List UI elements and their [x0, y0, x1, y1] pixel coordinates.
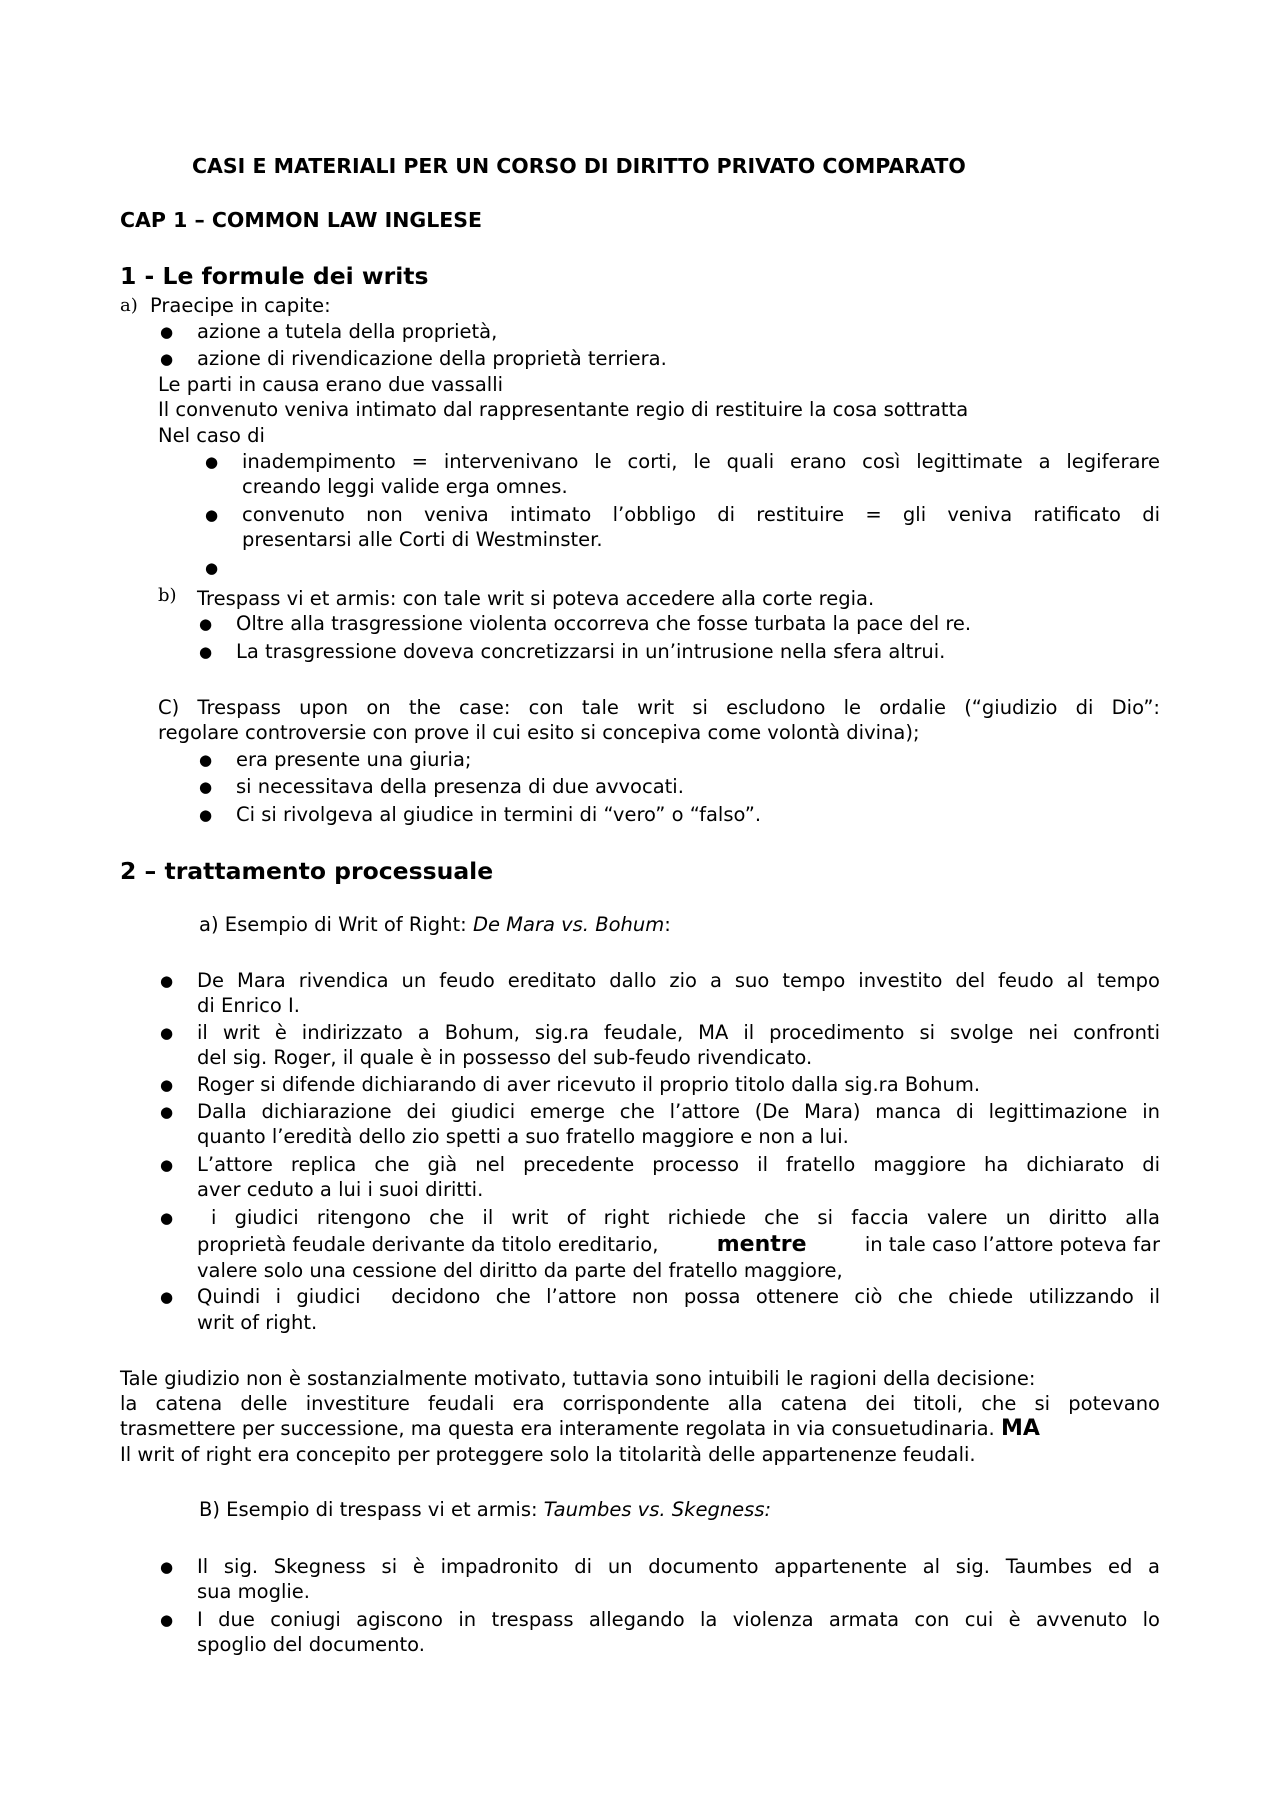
list-item: azione di rivendicazione della proprietà terriera. — [197, 347, 667, 370]
bullet-icon: ● — [199, 751, 213, 769]
bullet-icon: ● — [199, 806, 213, 824]
bullet-icon: ● — [160, 1558, 174, 1576]
paragraph-line — [120, 1417, 1040, 1441]
list-item-text: proprietà feudale derivante da titolo ereditario, — [197, 1233, 659, 1256]
bullet-icon: ● — [160, 1156, 174, 1174]
bullet-icon: ● — [205, 559, 219, 577]
paragraph-line: regolare controversie con prove il cui esito si concepiva come volontà divina); — [158, 721, 920, 744]
list-item-continuation: di Enrico I. — [197, 994, 300, 1017]
example-b-prefix: B) Esempio di trespass vi et armis: — [199, 1498, 544, 1521]
list-item: si necessitava della presenza di due avvocati. — [236, 775, 684, 798]
trespass-label: Trespass vi et armis: con tale writ si poteva accedere alla corte regia. — [197, 587, 875, 610]
bullet-icon: ● — [205, 506, 219, 524]
bullet-icon: ● — [160, 1103, 174, 1121]
example-a-prefix: a) Esempio di Writ of Right: — [199, 913, 473, 936]
paragraph-line: C) Trespass upon on the case: con tale writ si escludono le ordalie (“giudizio di Dio”: — [158, 696, 1160, 719]
list-item: I due coniugi agiscono in trespass allegando la violenza armata con cui è avvenuto lo — [197, 1608, 1160, 1631]
list-item-text: in tale caso l’attore poteva far — [864, 1233, 1160, 1256]
list-item: il writ è indirizzato a Bohum, sig.ra feudale, MA il procedimento si svolge nei confronti — [197, 1021, 1160, 1044]
bullet-icon: ● — [199, 615, 213, 633]
bullet-icon: ● — [199, 778, 213, 796]
list-item-continuation: aver ceduto a lui i suoi diritti. — [197, 1178, 484, 1201]
example-a-heading — [199, 913, 671, 937]
list-item: De Mara rivendica un feudo ereditato dallo zio a suo tempo investito del feudo al tempo — [197, 969, 1160, 992]
section-1-heading: 1 - Le formule dei writs — [120, 262, 429, 290]
paragraph-line: Tale giudizio non è sostanzialmente motivato, tuttavia sono intuibili le ragioni della decisione: — [120, 1367, 1036, 1390]
praecipe-label: Praecipe in capite: — [150, 294, 331, 317]
list-item-continuation: valere solo una cessione del diritto da parte del fratello maggiore, — [197, 1259, 843, 1282]
list-item-continuation: writ of right. — [197, 1311, 318, 1334]
paragraph-line: la catena delle investiture feudali era corrispondente alla catena dei titoli, che si potevano — [120, 1392, 1160, 1415]
paragraph-text: trasmettere per successione, ma questa era interamente regolata in via consuetudinaria. — [120, 1417, 995, 1440]
list-item: Dalla dichiarazione dei giudici emerge che l’attore (De Mara) manca di legittimazione in — [197, 1100, 1160, 1123]
example-a-suffix: : — [664, 913, 671, 936]
section-2-heading: 2 – trattamento processuale — [120, 857, 494, 885]
bullet-icon: ● — [160, 323, 174, 341]
list-item: Il sig. Skegness si è impadronito di un documento appartenente al sig. Taumbes ed a — [197, 1555, 1160, 1578]
paragraph-line: Nel caso di — [158, 424, 265, 447]
list-item-continuation — [197, 1233, 1160, 1257]
list-item-continuation: quanto l’eredità dello zio spetti a suo fratello maggiore e non a lui. — [197, 1125, 849, 1148]
list-item: Ci si rivolgeva al giudice in termini di “vero” o “falso”. — [236, 803, 762, 826]
list-marker-a: a) — [120, 295, 138, 316]
list-item: era presente una giuria; — [236, 748, 472, 771]
chapter-heading: CAP 1 – COMMON LAW INGLESE — [120, 208, 483, 232]
list-item: convenuto non veniva intimato l’obbligo di restituire = gli veniva ratificato di — [242, 503, 1160, 526]
list-item: La trasgressione doveva concretizzarsi in un’intrusione nella sfera altrui. — [236, 640, 946, 663]
list-item: Roger si difende dichiarando di aver ricevuto il proprio titolo dalla sig.ra Bohum. — [197, 1073, 981, 1096]
list-item: i giudici ritengono che il writ of right richiede che si faccia valere un diritto alla — [211, 1206, 1160, 1229]
case-name: Taumbes vs. Skegness: — [543, 1498, 772, 1521]
list-item: Quindi i giudici decidono che l’attore non possa ottenere ciò che chiede utilizzando il — [197, 1285, 1160, 1308]
bullet-icon: ● — [160, 1024, 174, 1042]
list-item: azione a tutela della proprietà, — [197, 320, 498, 343]
list-item-continuation: presentarsi alle Corti di Westminster. — [242, 528, 603, 551]
document-title: CASI E MATERIALI PER UN CORSO DI DIRITTO PRIVATO COMPARATO — [192, 154, 966, 178]
case-name: De Mara vs. Bohum — [472, 913, 665, 936]
list-marker-b: b) — [158, 585, 177, 606]
bullet-icon: ● — [205, 453, 219, 471]
list-item-continuation: creando leggi valide erga omnes. — [242, 475, 568, 498]
list-item: inadempimento = intervenivano le corti, le quali erano così legittimate a legiferare — [242, 450, 1160, 473]
bullet-icon: ● — [160, 1076, 174, 1094]
paragraph-line: Il writ of right era concepito per proteggere solo la titolarità delle appartenenze feudali. — [120, 1443, 976, 1466]
list-item: L’attore replica che già nel precedente processo il fratello maggiore ha dichiarato di — [197, 1153, 1160, 1176]
list-item-continuation: del sig. Roger, il quale è in possesso del sub-feudo rivendicato. — [197, 1046, 813, 1069]
example-b-heading — [199, 1498, 771, 1522]
bullet-icon: ● — [160, 1611, 174, 1629]
bullet-icon: ● — [160, 972, 174, 990]
paragraph-line: Le parti in causa erano due vassalli — [158, 373, 504, 396]
bullet-icon: ● — [160, 1288, 174, 1306]
bullet-icon: ● — [199, 643, 213, 661]
list-item: Oltre alla trasgressione violenta occorreva che fosse turbata la pace del re. — [236, 612, 972, 635]
list-item-continuation: spoglio del documento. — [197, 1633, 425, 1656]
emphasis-word: MA — [1000, 1416, 1040, 1441]
list-item-continuation: sua moglie. — [197, 1580, 311, 1603]
emphasis-word: mentre — [716, 1232, 807, 1257]
bullet-icon: ● — [160, 1209, 174, 1227]
paragraph-line: Il convenuto veniva intimato dal rappresentante regio di restituire la cosa sottratta — [158, 398, 969, 421]
bullet-icon: ● — [160, 350, 174, 368]
